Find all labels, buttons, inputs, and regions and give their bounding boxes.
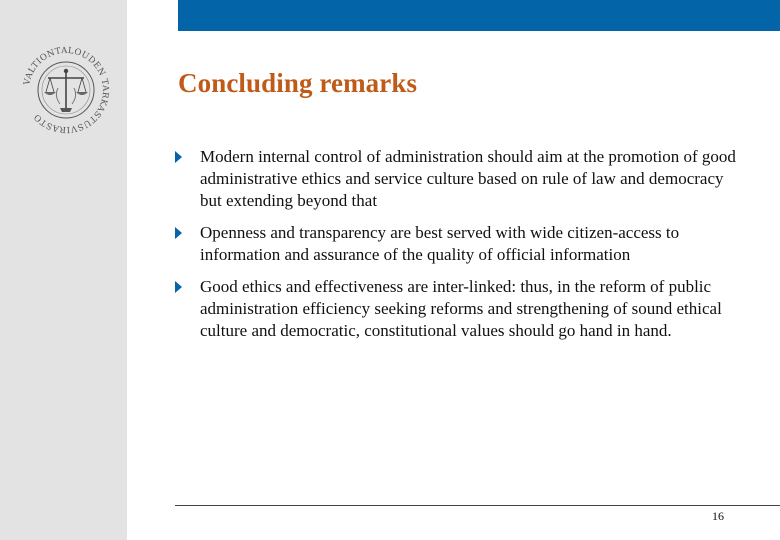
bullet-text: Modern internal control of administration should aim at the promotion of good administrative ethics and service culture based on rule of law and democracy but extending beyond that xyxy=(200,147,736,210)
seal-ring-text: VALTIONTALOUDEN TARKASTUSVIRASTO xyxy=(22,45,111,135)
page-number: 16 xyxy=(712,509,724,523)
bullet-item xyxy=(175,146,745,212)
triangle-bullet-icon xyxy=(175,281,182,293)
footer-divider xyxy=(175,505,780,506)
triangle-bullet-icon xyxy=(175,227,182,239)
bullet-item xyxy=(175,276,745,342)
bullet-text: Good ethics and effectiveness are inter-linked: thus, in the reform of public administration efficiency seeking reforms and strengthening of sound ethical culture and democratic, constitutional values should go hand in hand. xyxy=(200,277,722,340)
top-header-band xyxy=(178,0,780,31)
bullet-item xyxy=(175,222,745,266)
bullet-text: Openness and transparency are best served with wide citizen-access to information and assurance of the quality of official information xyxy=(200,223,680,264)
bullet-list xyxy=(175,146,745,352)
organization-seal-logo xyxy=(14,38,118,142)
seal-emblem-icon xyxy=(14,38,118,142)
triangle-bullet-icon xyxy=(175,151,182,163)
slide-title: Concluding remarks xyxy=(178,68,418,98)
